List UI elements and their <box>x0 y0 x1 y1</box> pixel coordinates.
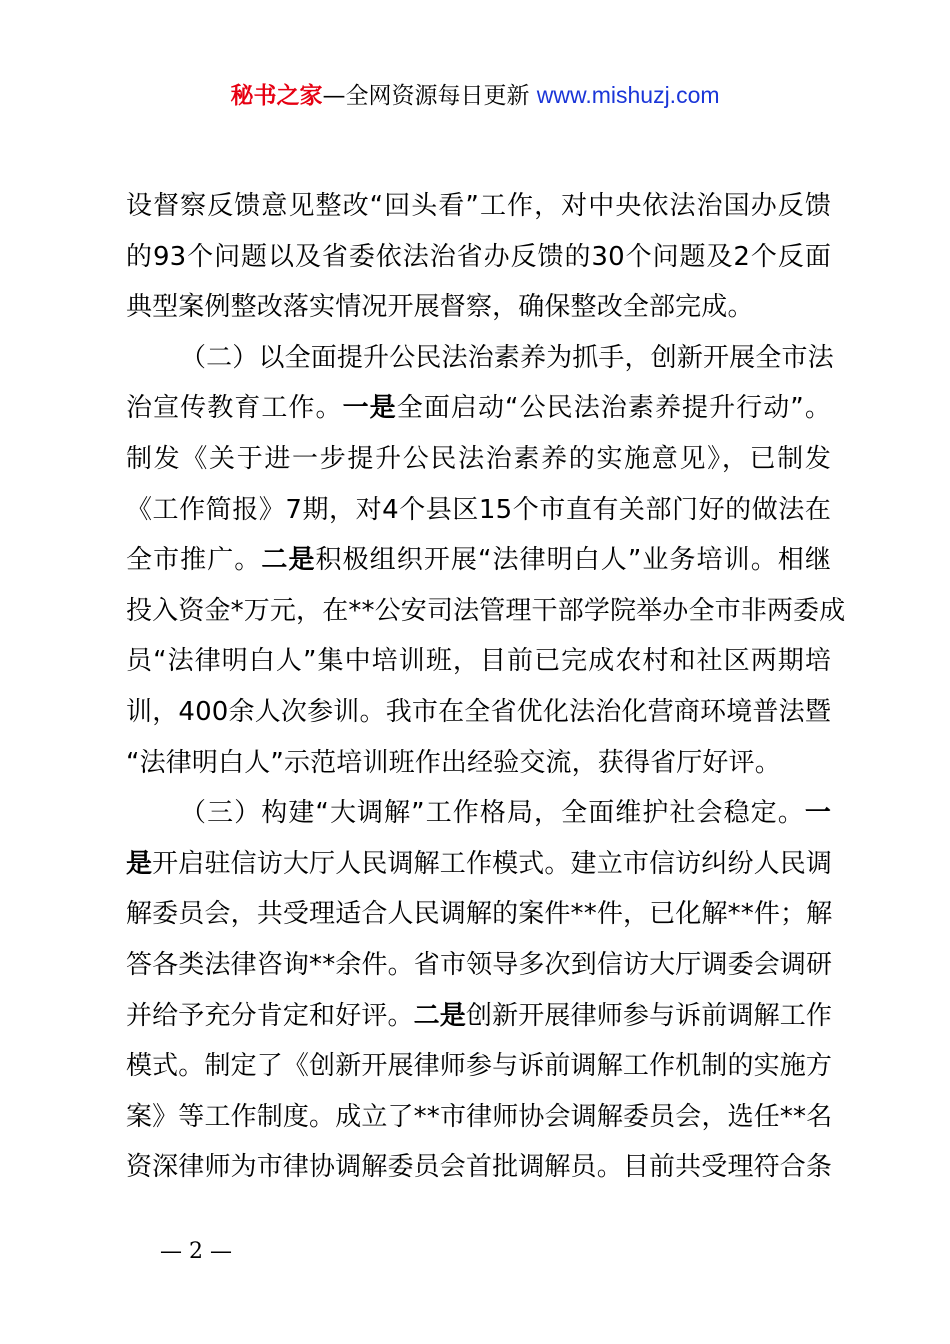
section-heading-3 <box>126 788 831 839</box>
text-line <box>126 738 831 789</box>
site-banner <box>0 78 950 113</box>
text-line <box>126 586 846 637</box>
text-run: 《工作简报》7期，对4个县区15个市直有关部门好的做法在 <box>126 494 831 525</box>
bold-lead: 一 <box>804 798 831 829</box>
text-line <box>126 535 831 586</box>
bold-lead: 二是 <box>261 545 316 576</box>
text-run: 解委员会，共受理适合人民调解的案件**件，已化解**件；解 <box>126 899 833 930</box>
text-run: 案》等工作制度。成立了**市律师协会调解委员会，选任**名 <box>126 1101 833 1132</box>
bold-lead: 一是 <box>342 393 397 424</box>
text-run: 资深律师为市律协调解委员会首批调解员。目前共受理符合条 <box>126 1152 833 1183</box>
text-line <box>126 434 831 485</box>
text-line <box>126 839 831 890</box>
text-run: 治宣传教育工作。 <box>126 393 343 424</box>
text-run: 制发《关于进一步提升公民法治素养的实施意见》，已制发 <box>126 443 831 474</box>
text-run: 模式。制定了《创新开展律师参与诉前调解工作机制的实施方 <box>126 1051 833 1082</box>
text-line <box>126 1142 831 1193</box>
text-run: 答各类法律咨询**余件。省市领导多次到信访大厅调委会调研 <box>126 949 833 980</box>
text-run: “法律明白人”示范培训班作出经验交流，获得省厅好评。 <box>126 747 781 778</box>
document-body <box>126 181 846 1193</box>
text-line <box>126 687 831 738</box>
text-line <box>126 991 831 1042</box>
text-line <box>126 1041 831 1092</box>
text-run: 训，400余人次参训。我市在全省优化法治化营商环境普法暨 <box>126 696 831 727</box>
text-line <box>126 636 831 687</box>
bold-lead: 是 <box>126 848 153 879</box>
text-run: 开启驻信访大厅人民调解工作模式。建立市信访纠纷人民调 <box>152 848 833 879</box>
text-run: 投入资金*万元，在**公安司法管理干部学院举办全市非两委成 <box>126 595 846 626</box>
banner-tagline: —全网资源每日更新 <box>322 83 537 109</box>
page-number: — 2 — <box>160 1239 232 1264</box>
text-line <box>126 889 831 940</box>
text-run: 创新开展律师参与诉前调解工作 <box>465 1000 833 1031</box>
text-line <box>126 383 831 434</box>
text-line <box>126 282 831 333</box>
text-run: 的93个问题以及省委依法治省办反馈的30个问题及2个反面 <box>126 241 831 272</box>
text-run: 积极组织开展“法律明白人”业务培训。相继 <box>315 545 831 576</box>
banner-brand: 秘书之家 <box>230 83 323 109</box>
text-run: （三）构建“大调解”工作格局，全面维护社会稳定。 <box>180 798 805 829</box>
text-run: 典型案例整改落实情况开展督察，确保整改全部完成。 <box>126 292 754 323</box>
banner-url-link[interactable]: www.mishuzj.com <box>536 82 720 108</box>
text-run: 全市推广。 <box>126 545 262 576</box>
text-line <box>126 940 831 991</box>
text-line <box>126 485 831 536</box>
text-line <box>126 232 831 283</box>
text-line <box>126 1092 831 1143</box>
text-run: （二）以全面提升公民法治素养为抓手，创新开展全市法 <box>180 342 834 373</box>
text-line <box>126 181 831 232</box>
text-run: 设督察反馈意见整改“回头看”工作，对中央依法治国办反馈 <box>126 191 831 221</box>
bold-lead: 二是 <box>413 1000 466 1031</box>
text-run: 员“法律明白人”集中培训班，目前已完成农村和社区两期培 <box>126 646 831 677</box>
text-run: 全面启动“公民法治素养提升行动”。 <box>396 393 831 424</box>
text-run: 并给予充分肯定和好评。 <box>126 1000 414 1031</box>
section-heading-2 <box>126 333 834 384</box>
